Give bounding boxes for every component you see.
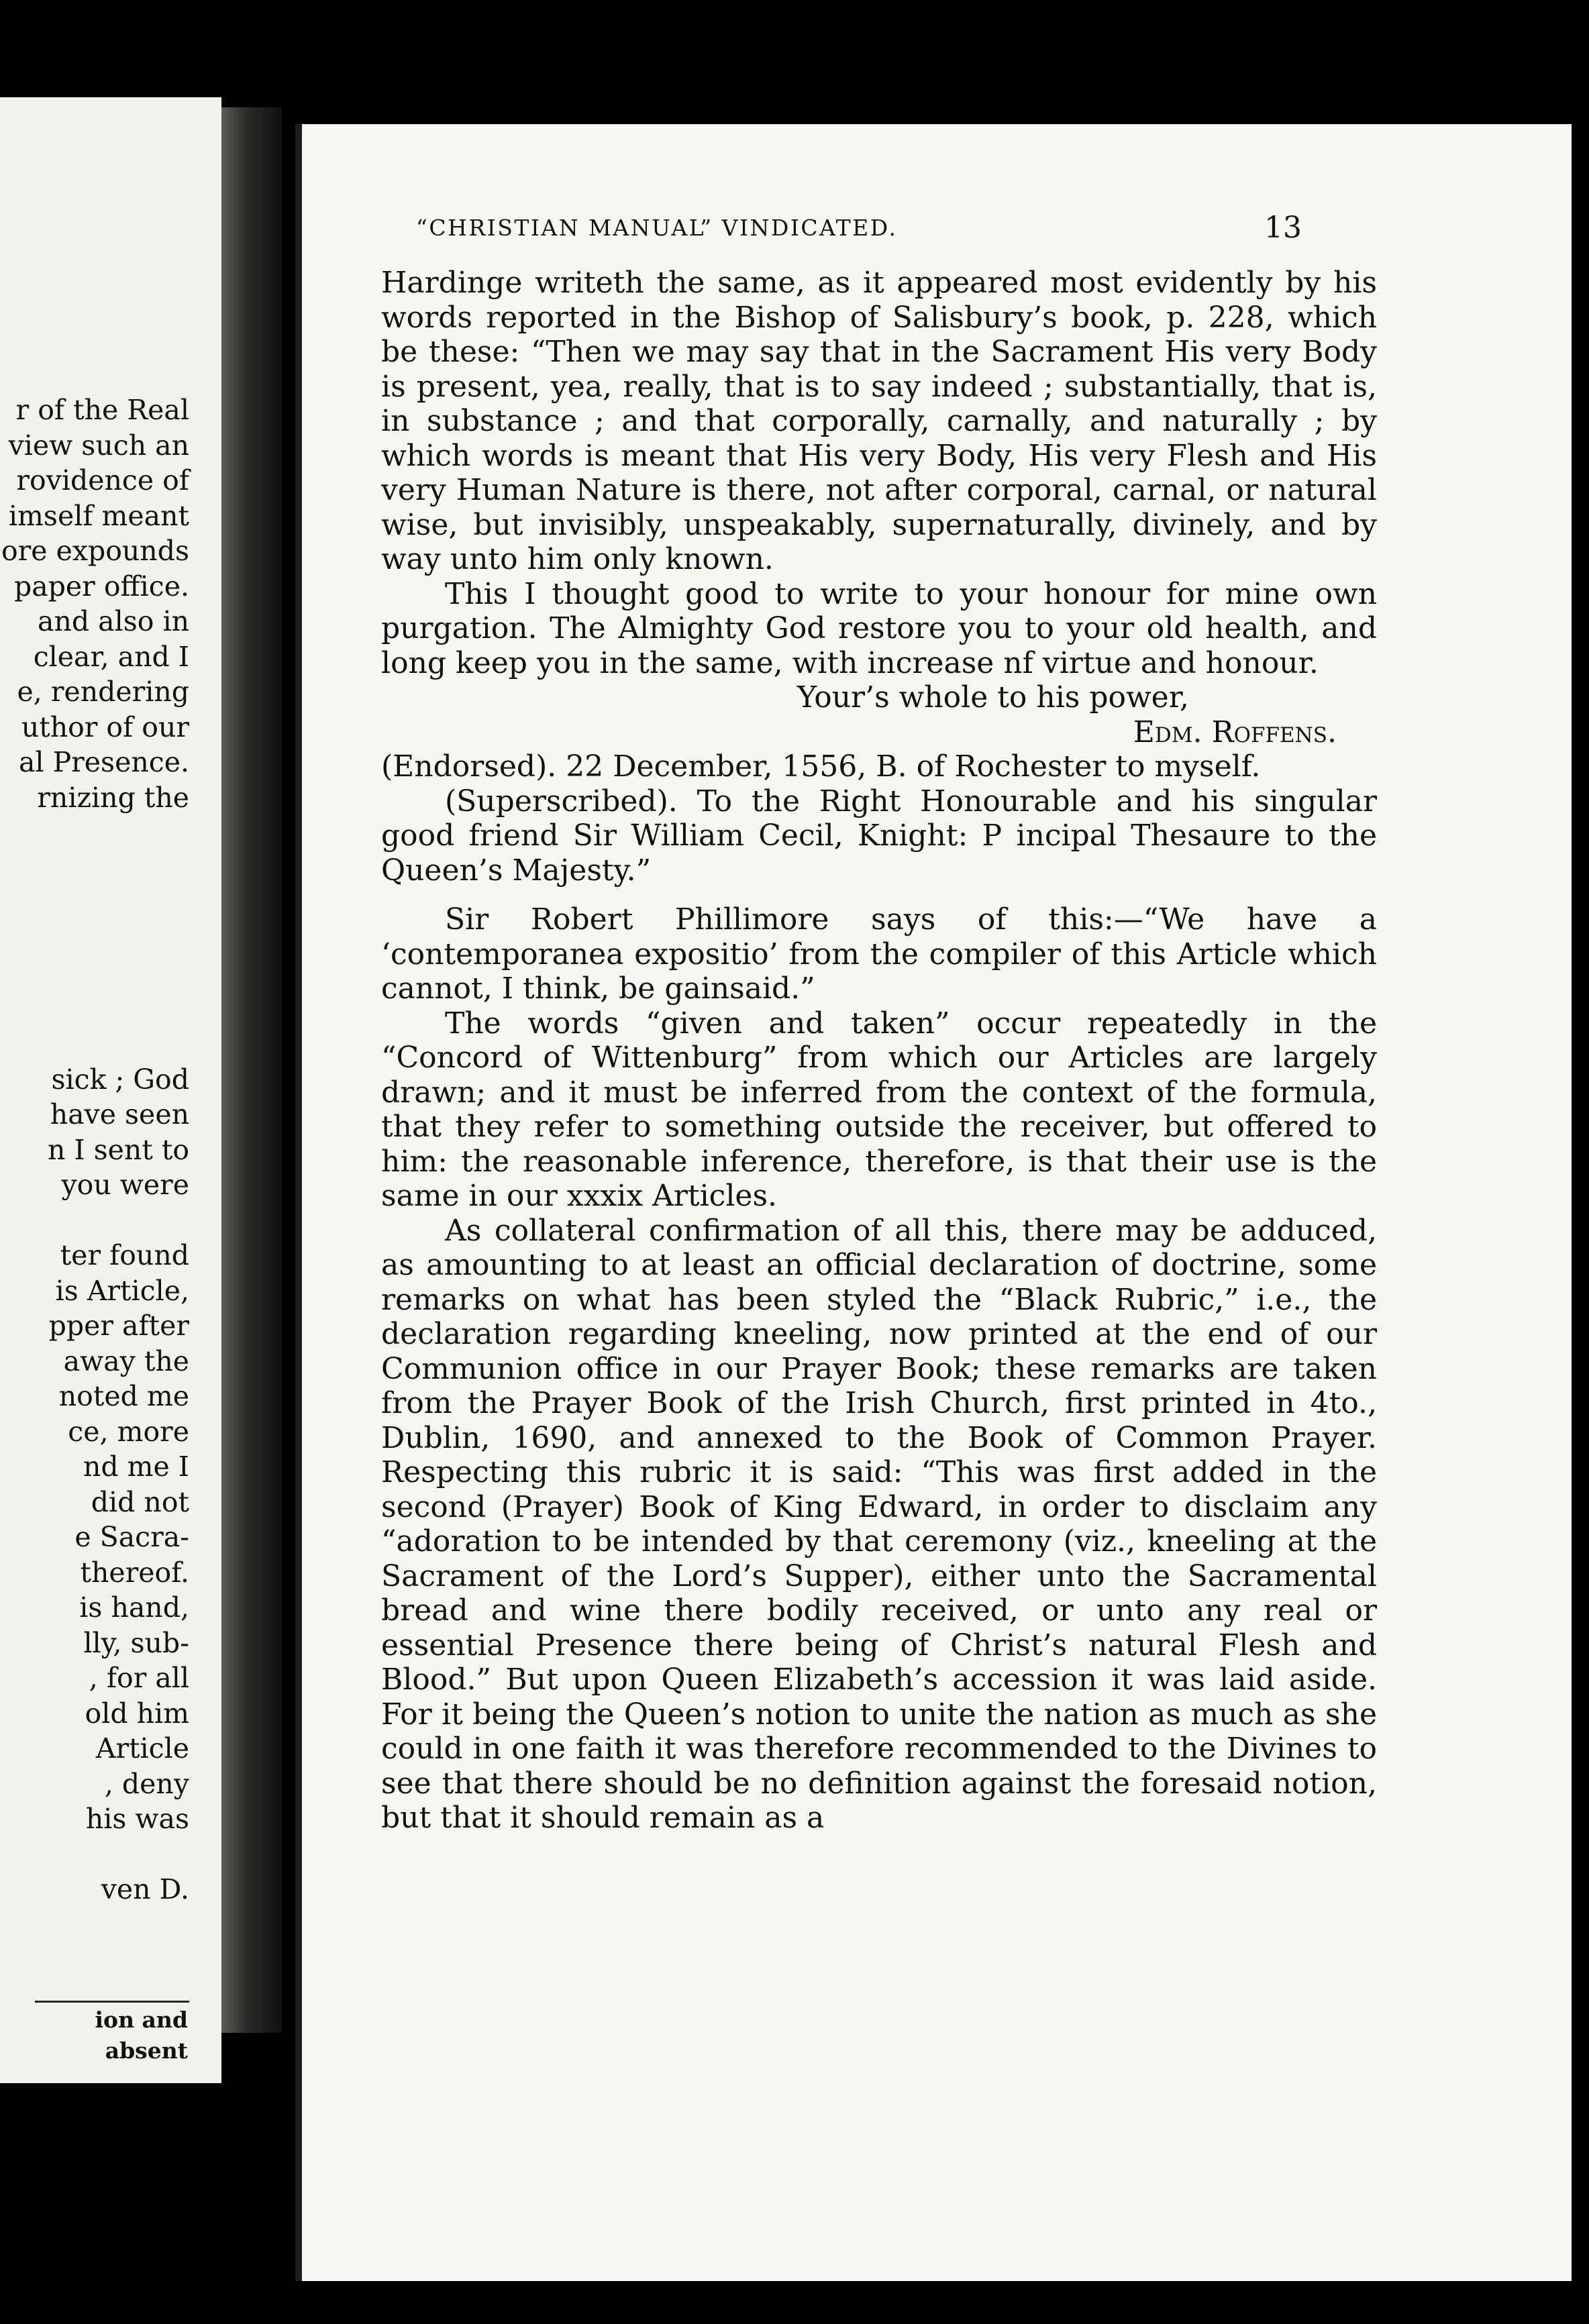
left-page-line: ter found (60, 1239, 189, 1271)
left-page-line: imself meant (8, 499, 189, 532)
left-page-footnotes (95, 2005, 188, 2066)
left-page-line: is hand, (79, 1591, 189, 1624)
left-page-line: nd me I (83, 1450, 189, 1483)
left-page-line: e, rendering (17, 676, 189, 708)
paragraph-spacer (381, 888, 1377, 902)
left-page-line: uthor of our (21, 710, 189, 743)
left-page-line: ce, more (68, 1415, 189, 1448)
page-body (381, 266, 1377, 1836)
left-page-line: thereof. (80, 1556, 189, 1589)
left-page-text (1, 392, 189, 1907)
left-page-line: , for all (89, 1662, 189, 1694)
left-page-line (1, 1026, 189, 1062)
left-page-line: old him (85, 1697, 189, 1730)
book-gutter (221, 107, 282, 2033)
running-head (376, 211, 1302, 255)
left-page-line: is Article, (55, 1274, 189, 1307)
left-page-line (1, 886, 189, 921)
left-page-line: clear, and I (33, 640, 189, 673)
left-page-line (1, 815, 189, 851)
left-page-line: pper after (48, 1310, 189, 1342)
left-page-line: lly, sub- (83, 1626, 189, 1659)
left-facing-page (0, 97, 221, 2083)
left-page-line: r of the Real (15, 394, 189, 426)
left-page-line: you were (61, 1169, 189, 1201)
letter-signature: Edm. Roffens. (1133, 715, 1337, 749)
left-page-line: ore expounds (1, 535, 189, 567)
left-page-line: did not (91, 1485, 189, 1518)
left-page-line: noted me (58, 1380, 189, 1412)
footnote-line: absent (105, 2038, 188, 2064)
left-page-line: al Presence. (18, 746, 189, 778)
footnote-line: ion and (95, 2007, 188, 2033)
left-page-line: e Sacra- (74, 1521, 189, 1553)
footnote-rule (35, 2001, 189, 2003)
page-number: 13 (1264, 211, 1302, 245)
left-page-line: away the (63, 1344, 189, 1377)
paragraph-black-rubric: As collateral confirmation of all this, there may be adduced, as amounting to at least an official declaration of doctrine, some remarks on what has been styled the “Black Rubric,” i.e., the declaration regarding kneeling, now printed at the end of our Communion office in our Prayer Book; these remarks are taken from the Prayer Book of the Irish Church, first printed in 4to., Dublin, 1690, and annexed to the Book of Common Prayer. Respecting this rubric it is said: “This was first added in the second (Prayer) Book of King Edward, in order to disclaim any “adoration to be intended by that ceremony (viz., kneeling at the Sacrament of the Lord’s Supper), either unto the Sacramental bread and wine there bodily received, or unto any real or essential Presence there being of Christ’s natural Flesh and Blood.” But upon Queen Elizabeth’s accession it was laid aside. For it being the Queen’s notion to unite the nation as much as she could in one faith it was therefore recommended to the Divines to see that there should be no definition against the foresaid notion, but that it should remain as a (381, 1213, 1377, 1835)
paragraph-hardinge: Hardinge writeth the same, as it appeared most evidently by his words reported in the Bishop of Salisbury’s book, p. 228, which be these: “Then we may say that in the Sacrament His very Body is present, yea, really, that is to say indeed ; substantially, that is, in substance ; and that corporally, carnally, and naturally ; by which words is meant that His very Body, His very Flesh and His very Human Nature is there, not after corporal, carnal, or natural wise, but invisibly, unspeakably, supernaturally, divinely, and by way unto him only known. (381, 266, 1377, 576)
left-page-line: rovidence of (16, 464, 189, 496)
left-page-line (1, 1203, 189, 1238)
endorsed-note: (Endorsed). 22 December, 1556, B. of Rochester to myself. (381, 749, 1261, 784)
left-page-line: Article (95, 1732, 189, 1764)
left-page-line: have seen (50, 1098, 189, 1130)
left-page-line (1, 956, 189, 992)
left-page-line: rnizing the (37, 781, 189, 814)
letter-signoff: Your’s whole to his power, (797, 680, 1189, 715)
left-page-line: paper office. (13, 570, 189, 602)
left-page-line (1, 1837, 189, 1872)
left-page-line: and also in (38, 605, 189, 637)
left-page-line (1, 851, 189, 886)
left-page-line: n I sent to (47, 1133, 189, 1166)
superscribed-note: (Superscribed). To the Right Honourable and his singular good friend Sir William Cecil, Knight: P incipal Thesaure to the Queen’s Majesty.” (381, 784, 1377, 888)
left-page-line: ven D. (101, 1873, 189, 1905)
paragraph-phillimore: Sir Robert Phillimore says of this:—“We have a ‘contemporanea expositio’ from the compiler of this Article which cannot, I think, be gainsaid.” (381, 902, 1377, 1006)
paragraph-wittenburg: The words “given and taken” occur repeatedly in the “Concord of Wittenburg” from which our Articles are largely drawn; and it must be inferred from the context of the formula, that they refer to something outside the receiver, but offered to him: the reasonable inference, therefore, is that their use is the same in our xxxix Articles. (381, 1006, 1377, 1213)
left-page-line (1, 921, 189, 957)
paragraph-purgation: This I thought good to write to your honour for mine own purgation. The Almighty God restore you to your old health, and long keep you in the same, with increase nf virtue and honour. (381, 576, 1377, 680)
left-page-line: , deny (104, 1767, 189, 1800)
left-page-line (1, 992, 189, 1027)
left-page-line: view such an (8, 429, 189, 462)
left-page-line: sick ; God (51, 1063, 189, 1096)
running-title: “CHRISTIAN MANUAL” VINDICATED. (416, 215, 898, 241)
left-page-line: his was (85, 1803, 189, 1835)
